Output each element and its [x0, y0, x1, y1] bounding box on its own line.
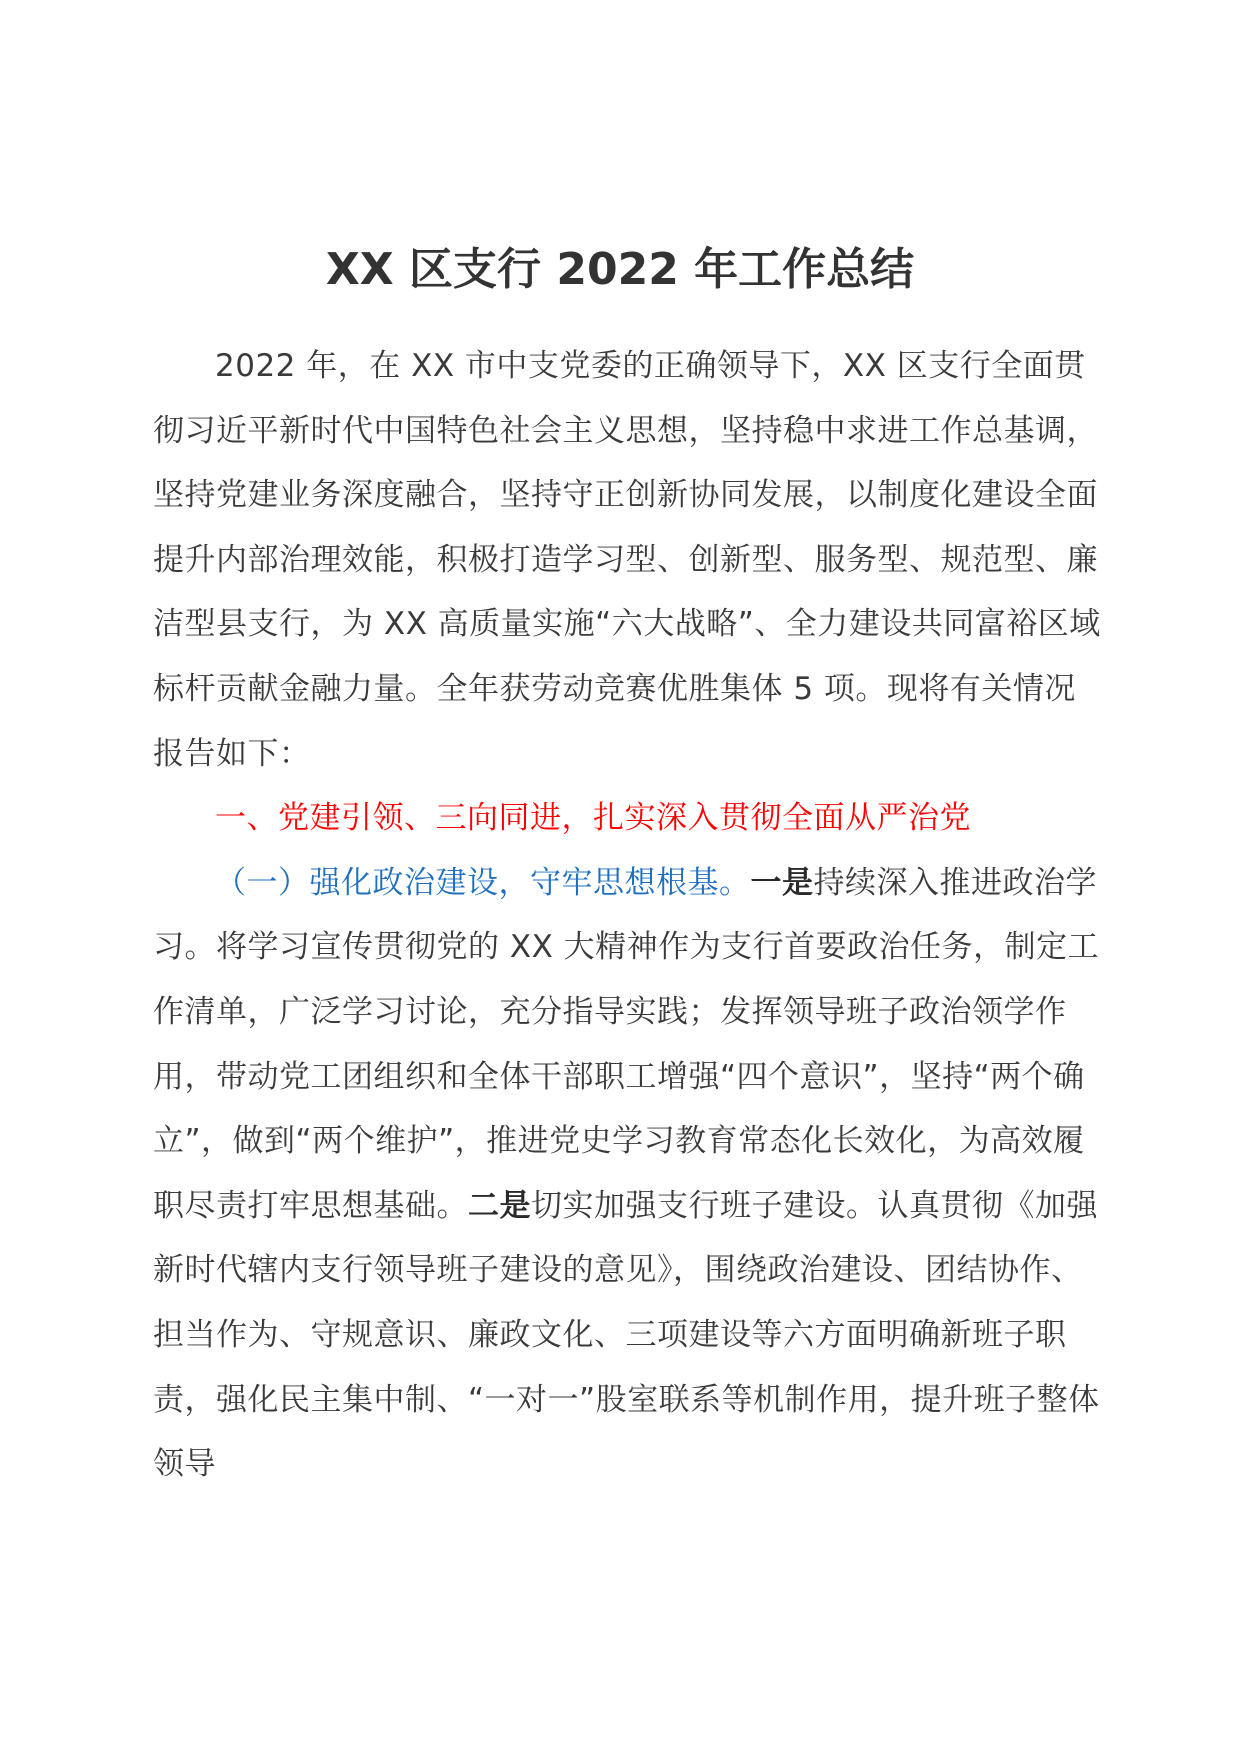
bold-lead-one: 一是 — [750, 864, 814, 901]
document-title: XX 区支行 2022 年工作总结 — [325, 244, 915, 295]
paragraph-text-two: 切实加强支行班子建设。认真贯彻《加强新时代辖内支行领导班子建设的意见》，围绕政治建设、团结协作、担当作为、守规意识、廉政文化、三项建设等六方面明确新班子职责，强化民主集中制、“一对一”股室联系等机制作用，提升班子整体领导 — [153, 1187, 1100, 1483]
paragraph-text-one: 持续深入推进政治学习。将学习宣传贯彻党的 XX 大精神作为支行首要政治任务，制定工作清单，广泛学习讨论，充分指导实践；发挥领导班子政治领学作用，带动党工团组织和全体干部职工增强“四个意识”，坚持“两个确立”，做到“两个维护”，推进党史学习教育常态化长效化，为高效履职尽责打牢思想基础。 — [153, 864, 1100, 1224]
intro-paragraph: 2022 年，在 XX 市中支党委的正确领导下，XX 区支行全面贯彻习近平新时代中国特色社会主义思想，坚持稳中求进工作总基调，坚持党建业务深度融合，坚持守正创新协同发展，以制度化建设全面提升内部治理效能，积极打造学习型、创新型、服务型、规范型、廉洁型县支行，为 XX 高质量实施“六大战略”、全力建设共同富裕区域标杆贡献金融力量。全年获劳动竞赛优胜集体 5 项。现将有关情况报告如下： — [153, 348, 1101, 772]
document-body — [153, 334, 1103, 1497]
subsection-heading: （一）强化政治建设，守牢思想根基。 — [215, 864, 751, 901]
bold-lead-two: 二是 — [468, 1187, 531, 1224]
subsection-paragraph — [153, 851, 1103, 1497]
section-heading: 一、党建引领、三向同进，扎实深入贯彻全面从严治党 — [215, 800, 971, 837]
